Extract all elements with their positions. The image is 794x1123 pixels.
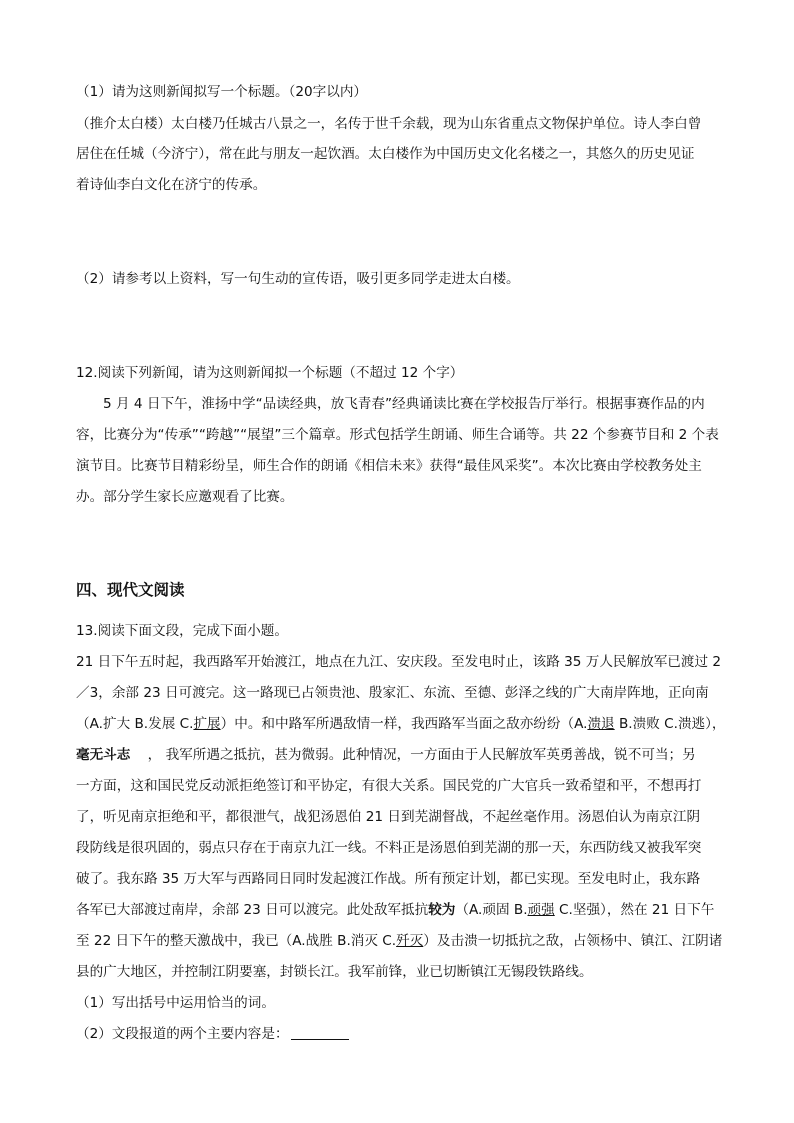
q13-line-10: 至 22 日下午的整天激战中，我已（A.战胜 B.消灭 C.歼灭）及击溃一切抵抗之敌，占领杨中、镇江、江阴诸 xyxy=(76,933,723,949)
q13-stem: 13.阅读下面文段，完成下面小题。 xyxy=(76,623,288,639)
q13-line-11: 县的广大地区，并控制江阴要塞，封锁长江。我军前锋，业已切断镇江无锡段铁路线。 xyxy=(76,964,593,980)
q13-line-4: 毫无斗志 ， 我军所遇之抵抗，甚为微弱。此种情况，一方面由于人民解放军英勇善战，锐不可当；另 xyxy=(76,747,696,763)
q13-sub2: （2）文段报道的两个主要内容是： xyxy=(76,1024,349,1044)
q13-line-5: 一方面，这和国民党反动派拒绝签订和平协定，有很大关系。国民党的广大官兵一致希望和平，不想再打 xyxy=(76,778,702,794)
q13-line-3: （A.扩大 B.发展 C.扩展）中。和中路军所遇敌情一样，我西路军当面之敌亦纷纷（A.溃退 B.溃败 C.溃逃）， xyxy=(76,716,726,732)
q13-line-9: 各军已大部渡过南岸，余部 23 日可以渡完。此处敌军抵抗较为（A.顽固 B.顽强 C.坚强），然在 21 日下午 xyxy=(76,902,715,918)
section-heading: 四、现代文阅读 xyxy=(76,581,185,599)
q12-passage-line-4: 办。部分学生家长应邀观看了比赛。 xyxy=(76,489,294,505)
q11-passage-line-1: （推介太白楼）太白楼乃任城古八景之一，名传于世千余载，现为山东省重点文物保护单位。诗人李白曾 xyxy=(76,116,702,132)
answer-blank[interactable] xyxy=(291,1025,349,1040)
q13-line-6: 了，听见南京拒绝和平，都很泄气，战犯汤恩伯 21 日到芜湖督战，不起丝毫作用。汤恩伯认为南京江阴 xyxy=(76,809,701,825)
q13-line-8: 破了。我东路 35 万大军与西路同日同时发起渡江作战。所有预定计划，都已实现。至发电时止，我东路 xyxy=(76,871,701,887)
q12-stem: 12.阅读下列新闻，请为这则新闻拟一个标题（不超过 12 个字） xyxy=(76,365,464,381)
q11-passage-line-2: 居住在任城（今济宁），常在此与朋友一起饮酒。太白楼作为中国历史文化名楼之一，其悠久的历史见证 xyxy=(76,146,695,162)
q11-part1: （1）请为这则新闻拟写一个标题。（20字以内） xyxy=(76,84,368,100)
q11-part2: （2）请参考以上资料，写一句生动的宣传语，吸引更多同学走进太白楼。 xyxy=(76,271,520,287)
q12-passage-line-3: 演节目。比赛节目精彩纷呈，师生合作的朗诵《相信未来》获得“最佳风采奖”。本次比赛由学校教务处主 xyxy=(76,458,702,474)
q13-sub1: （1）写出括号中运用恰当的词。 xyxy=(76,995,275,1011)
q12-passage-line-1: 5 月 4 日下午，淮扬中学“品读经典，放飞青春”经典诵读比赛在学校报告厅举行。根据事赛作品的内 xyxy=(103,396,705,412)
q13-line-2: ／3，余部 23 日可渡完。这一路现已占领贵池、殷家汇、东流、至德、彭泽之线的广大南岸阵地，正向南 xyxy=(76,685,709,701)
q12-passage-line-2: 容，比赛分为“传承”“跨越”“展望”三个篇章。形式包括学生朗诵、师生合诵等。共 22 个参赛节目和 2 个表 xyxy=(76,427,719,443)
q13-line-1: 21 日下午五时起，我西路军开始渡江，地点在九江、安庆段。至发电时止，该路 35 万人民解放军已渡过 2 xyxy=(76,654,722,670)
q11-passage-line-3: 着诗仙李白文化在济宁的传承。 xyxy=(76,177,267,193)
q13-line-7: 段防线是很巩固的，弱点只存在于南京九江一线。不料正是汤恩伯到芜湖的那一天，东西防线又被我军突 xyxy=(76,840,702,856)
